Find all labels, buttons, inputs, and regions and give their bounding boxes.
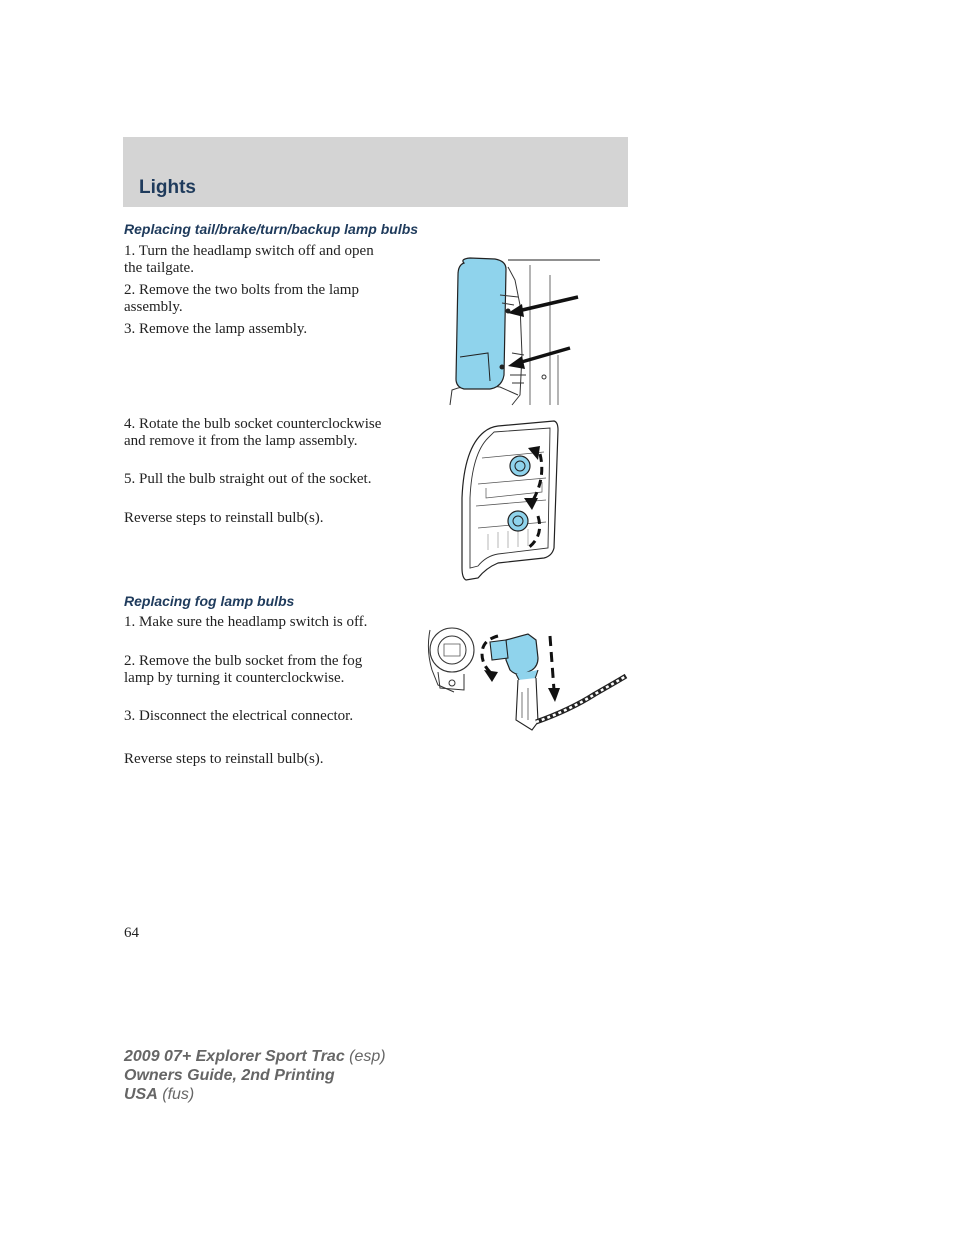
tail-lamp-bolts-illustration xyxy=(440,255,605,410)
footer-market-code: (fus) xyxy=(162,1086,195,1103)
page-number: 64 xyxy=(124,925,139,941)
bulb-socket-rotation-illustration xyxy=(458,418,563,586)
fog-reinstall-note: Reverse steps to reinstall bulb(s). xyxy=(124,751,324,767)
fog-step-1: 1. Make sure the headlamp switch is off. xyxy=(124,614,368,630)
tail-step-2: 2. Remove the two bolts from the lamp assembly. xyxy=(124,282,359,315)
tail-reinstall-note: Reverse steps to reinstall bulb(s). xyxy=(124,510,324,526)
footer-model-code: (esp) xyxy=(349,1048,386,1065)
page-title: Lights xyxy=(139,177,196,198)
fog-lamp-section-title: Replacing fog lamp bulbs xyxy=(124,593,295,609)
tail-step-4: 4. Rotate the bulb socket counterclockwise and remove it from the lamp assembly. xyxy=(124,416,382,449)
tail-step-5: 5. Pull the bulb straight out of the socket. xyxy=(124,471,372,487)
tail-step-1: 1. Turn the headlamp switch off and open the tailgate. xyxy=(124,243,374,276)
tail-step-3: 3. Remove the lamp assembly. xyxy=(124,321,308,337)
footer-model: 2009 07+ Explorer Sport Trac xyxy=(124,1048,345,1065)
footer-market: USA xyxy=(124,1086,158,1103)
fog-lamp-socket-illustration xyxy=(420,610,632,740)
footer-guide-edition: Owners Guide, 2nd Printing xyxy=(124,1067,335,1084)
section-header-band xyxy=(123,137,628,207)
document-footer xyxy=(124,1047,386,1104)
tail-lamp-section-title: Replacing tail/brake/turn/backup lamp bulbs xyxy=(124,221,419,237)
fog-step-3: 3. Disconnect the electrical connector. xyxy=(124,708,354,724)
fog-step-2: 2. Remove the bulb socket from the fog lamp by turning it counterclockwise. xyxy=(124,653,363,686)
